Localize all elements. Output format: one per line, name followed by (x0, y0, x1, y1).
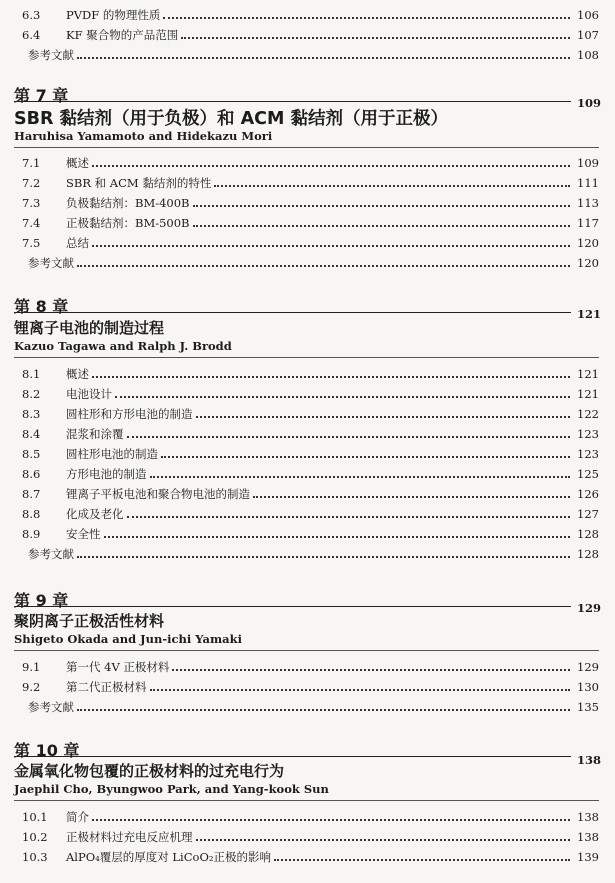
page-number: 120 (577, 236, 599, 250)
page-number: 126 (577, 487, 599, 501)
chapter-authors: Shigeto Okada and Jun-ichi Yamaki (14, 632, 242, 646)
dot-leader (253, 496, 570, 498)
toc-entry[interactable] (22, 22, 599, 42)
page-number: 127 (577, 507, 599, 521)
section-number: 8.9 (22, 527, 41, 541)
dot-leader (163, 17, 570, 19)
toc-entry[interactable] (22, 401, 599, 421)
chapter-label: 第 7 章 (14, 86, 69, 105)
section-title: 混浆和涂覆 (66, 427, 124, 441)
section-number: 7.5 (22, 236, 41, 250)
dot-leader (150, 689, 571, 691)
section-title: 简介 (66, 810, 89, 824)
section-title: 概述 (66, 156, 89, 170)
dot-leader (196, 416, 571, 418)
chapter-rule (14, 756, 571, 757)
section-number: 7.2 (22, 176, 41, 190)
dot-leader (181, 37, 570, 39)
chapter-page-number: 138 (576, 753, 601, 767)
page-number: 106 (577, 8, 599, 22)
section-title: 方形电池的制造 (66, 467, 147, 481)
dot-leader (77, 709, 570, 711)
section-number: 8.3 (22, 407, 41, 421)
toc-entry[interactable] (22, 804, 599, 824)
section-title: 电池设计 (66, 387, 112, 401)
page-number: 123 (577, 427, 599, 441)
toc-entry[interactable] (22, 421, 599, 441)
section-title: 第二代正极材料 (66, 680, 147, 694)
dot-leader (77, 57, 570, 59)
section-number: 8.8 (22, 507, 41, 521)
section-title: 参考文献 (28, 48, 74, 62)
chapter-label: 第 8 章 (14, 297, 69, 316)
section-title: 参考文献 (28, 700, 74, 714)
section-number: 8.6 (22, 467, 41, 481)
page-number: 108 (577, 48, 599, 62)
toc-entry[interactable] (22, 210, 599, 230)
section-number: 10.3 (22, 850, 48, 864)
page-number: 135 (577, 700, 599, 714)
page-number: 128 (577, 547, 599, 561)
section-number: 7.1 (22, 156, 41, 170)
page-number: 113 (577, 196, 599, 210)
chapter-rule (14, 101, 571, 102)
toc-entry[interactable] (22, 481, 599, 501)
dot-leader (92, 819, 570, 821)
section-title: 总结 (66, 236, 89, 250)
toc-entry[interactable] (22, 844, 599, 864)
chapter-title[interactable]: SBR 黏结剂（用于负极）和 ACM 黏结剂（用于正极） (14, 109, 448, 129)
page-number: 128 (577, 527, 599, 541)
toc-entry[interactable] (22, 361, 599, 381)
chapter-page-number: 109 (576, 96, 601, 110)
page-number: 138 (577, 830, 599, 844)
section-title: 安全性 (66, 527, 101, 541)
chapter-rule (14, 606, 571, 607)
toc-entry[interactable] (22, 461, 599, 481)
section-title: 圆柱形电池的制造 (66, 447, 158, 461)
section-number: 10.1 (22, 810, 48, 824)
toc-entry[interactable] (22, 501, 599, 521)
chapter-rule (14, 312, 571, 313)
page-number: 121 (577, 367, 599, 381)
divider (14, 147, 599, 148)
page-number: 125 (577, 467, 599, 481)
section-number: 7.3 (22, 196, 41, 210)
chapter-title[interactable]: 聚阴离子正极活性材料 (14, 612, 165, 630)
toc-entry[interactable] (22, 674, 599, 694)
toc-entry-references[interactable] (28, 541, 599, 561)
page-number: 123 (577, 447, 599, 461)
section-title: 圆柱形和方形电池的制造 (66, 407, 193, 421)
section-title: 负极黏结剂：BM-400B (66, 196, 190, 210)
divider (14, 357, 599, 358)
section-title: 正极黏结剂：BM-500B (66, 216, 190, 230)
toc-entry[interactable] (22, 2, 599, 22)
dot-leader (274, 859, 570, 861)
section-title: AlPO₄覆层的厚度对 LiCoO₂正极的影响 (66, 850, 271, 864)
section-title: 锂离子平板电池和聚合物电池的制造 (66, 487, 250, 501)
page-number: 129 (577, 660, 599, 674)
dot-leader (77, 265, 570, 267)
toc-entry[interactable] (22, 170, 599, 190)
page-number: 109 (577, 156, 599, 170)
dot-leader (161, 456, 570, 458)
section-number: 8.5 (22, 447, 41, 461)
chapter-title[interactable]: 金属氧化物包覆的正极材料的过充电行为 (14, 762, 285, 780)
section-title: 参考文献 (28, 256, 74, 270)
toc-entry[interactable] (22, 381, 599, 401)
chapter-authors: Kazuo Tagawa and Ralph J. Brodd (14, 339, 232, 353)
section-number: 10.2 (22, 830, 48, 844)
toc-entry[interactable] (22, 521, 599, 541)
section-number: 8.1 (22, 367, 41, 381)
divider (14, 650, 599, 651)
toc-entry-references[interactable] (28, 42, 599, 62)
dot-leader (193, 205, 570, 207)
toc-entry[interactable] (22, 230, 599, 250)
page-number: 138 (577, 810, 599, 824)
toc-entry[interactable] (22, 150, 599, 170)
page-number: 120 (577, 256, 599, 270)
toc-entry-references[interactable] (28, 250, 599, 270)
section-title: SBR 和 ACM 黏结剂的特性 (66, 176, 212, 190)
divider (14, 800, 599, 801)
dot-leader (115, 396, 570, 398)
section-number: 9.1 (22, 660, 41, 674)
dot-leader (77, 556, 570, 558)
section-title: 概述 (66, 367, 89, 381)
section-title: KF 聚合物的产品范围 (66, 28, 179, 42)
page-number: 117 (577, 216, 599, 230)
chapter-authors: Jaephil Cho, Byungwoo Park, and Yang-kook Sun (14, 782, 329, 796)
section-number: 6.3 (22, 8, 41, 22)
page-number: 130 (577, 680, 599, 694)
page-number: 122 (577, 407, 599, 421)
dot-leader (150, 476, 571, 478)
toc-entry-references[interactable] (28, 694, 599, 714)
dot-leader (127, 436, 571, 438)
dot-leader (196, 839, 571, 841)
section-title: PVDF 的物理性质 (66, 8, 161, 22)
page-number: 111 (577, 176, 599, 190)
section-number: 9.2 (22, 680, 41, 694)
chapter-title[interactable]: 锂离子电池的制造过程 (14, 319, 165, 337)
toc-entry[interactable] (22, 190, 599, 210)
chapter-page-number: 121 (576, 307, 601, 321)
dot-leader (104, 536, 571, 538)
dot-leader (193, 225, 570, 227)
section-number: 7.4 (22, 216, 41, 230)
dot-leader (214, 185, 570, 187)
section-number: 8.2 (22, 387, 41, 401)
toc-entry[interactable] (22, 654, 599, 674)
toc-entry[interactable] (22, 824, 599, 844)
section-title: 参考文献 (28, 547, 74, 561)
section-title: 正极材料过充电反应机理 (66, 830, 193, 844)
page-number: 121 (577, 387, 599, 401)
dot-leader (92, 165, 570, 167)
page-number: 139 (577, 850, 599, 864)
dot-leader (92, 245, 570, 247)
section-number: 8.4 (22, 427, 41, 441)
page-number: 107 (577, 28, 599, 42)
chapter-label: 第 9 章 (14, 591, 69, 610)
chapter-label: 第 10 章 (14, 741, 80, 760)
toc-entry[interactable] (22, 441, 599, 461)
section-title: 第一代 4V 正极材料 (66, 660, 170, 674)
dot-leader (172, 669, 570, 671)
chapter-page-number: 129 (576, 601, 601, 615)
section-number: 8.7 (22, 487, 41, 501)
section-title: 化成及老化 (66, 507, 124, 521)
dot-leader (127, 516, 571, 518)
section-number: 6.4 (22, 28, 41, 42)
dot-leader (92, 376, 570, 378)
chapter-authors: Haruhisa Yamamoto and Hidekazu Mori (14, 129, 273, 143)
